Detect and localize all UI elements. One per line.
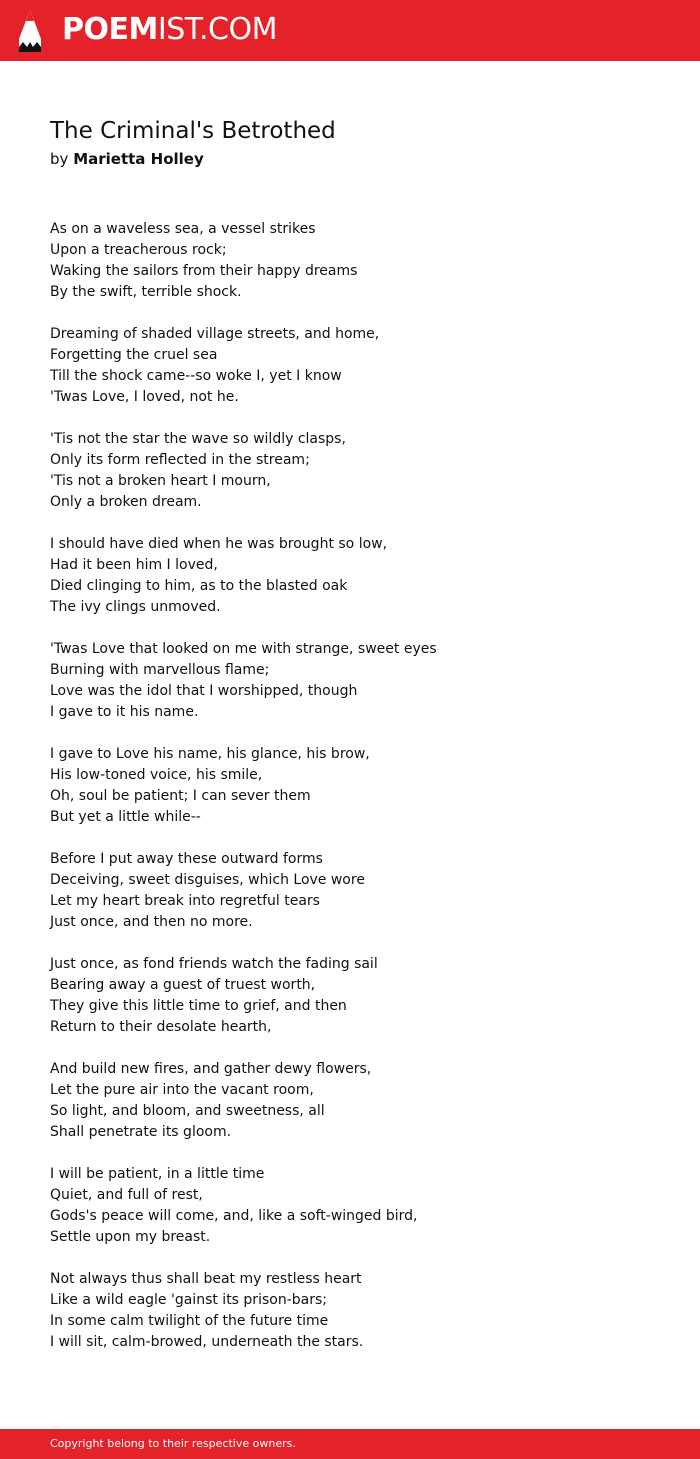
poem-line: I gave to Love his name, his glance, his brow, xyxy=(50,746,370,762)
poem-line: Just once, as fond friends watch the fading sail xyxy=(50,956,378,972)
poem-line: By the swift, terrible shock. xyxy=(50,284,242,300)
poem-line: 'Twas Love, I loved, not he. xyxy=(50,389,239,405)
poem-line: I gave to it his name. xyxy=(50,704,199,720)
poem-line: Till the shock came--so woke I, yet I know xyxy=(50,368,342,384)
stanza xyxy=(50,954,670,1038)
site-header xyxy=(0,0,700,61)
poem-author: Marietta Holley xyxy=(73,150,204,168)
poem-line: And build new fires, and gather dewy flowers, xyxy=(50,1061,372,1077)
logo-bold-text: POEM xyxy=(62,12,158,47)
poem-line: Only a broken dream. xyxy=(50,494,202,510)
poem-line: Let the pure air into the vacant room, xyxy=(50,1082,314,1098)
stanza xyxy=(50,1059,670,1143)
poem-line: Upon a treacherous rock; xyxy=(50,242,227,258)
poem-line: As on a waveless sea, a vessel strikes xyxy=(50,221,316,237)
stanza xyxy=(50,744,670,828)
stanza xyxy=(50,639,670,723)
stanza xyxy=(50,1164,670,1248)
poem-line: I will be patient, in a little time xyxy=(50,1166,265,1182)
poem-line: Only its form reflected in the stream; xyxy=(50,452,310,468)
poem-line: Shall penetrate its gloom. xyxy=(50,1124,232,1140)
poem-line: Forgetting the cruel sea xyxy=(50,347,218,363)
poem-line: Settle upon my breast. xyxy=(50,1229,211,1245)
byline xyxy=(50,149,204,169)
poem-line: Quiet, and full of rest, xyxy=(50,1187,203,1203)
poem-line: I will sit, calm-browed, underneath the stars. xyxy=(50,1334,364,1350)
poem-line: But yet a little while-- xyxy=(50,809,201,825)
stanza xyxy=(50,534,670,618)
logo-light-text: IST.COM xyxy=(157,12,277,47)
poem-line: 'Twas Love that looked on me with strange, sweet eyes xyxy=(50,641,437,657)
stanza xyxy=(50,849,670,933)
poem-line: Not always thus shall beat my restless heart xyxy=(50,1271,362,1287)
stanza xyxy=(50,324,670,408)
poem-line: Let my heart break into regretful tears xyxy=(50,893,320,909)
stanza xyxy=(50,1269,670,1353)
poem-line: Oh, soul be patient; I can sever them xyxy=(50,788,311,804)
poem-line: Dreaming of shaded village streets, and home, xyxy=(50,326,380,342)
poem-line: 'Tis not the star the wave so wildly clasps, xyxy=(50,431,346,447)
poem-title: The Criminal's Betrothed xyxy=(50,118,336,144)
poem-line: Deceiving, sweet disguises, which Love wore xyxy=(50,872,365,888)
poem-line: Had it been him I loved, xyxy=(50,557,218,573)
poem-body xyxy=(50,219,670,1374)
poem-line: So light, and bloom, and sweetness, all xyxy=(50,1103,325,1119)
poem-line: Bearing away a guest of truest worth, xyxy=(50,977,316,993)
poem-line: Just once, and then no more. xyxy=(50,914,253,930)
poem-line: In some calm twilight of the future time xyxy=(50,1313,329,1329)
stanza xyxy=(50,429,670,513)
poem-line: Return to their desolate hearth, xyxy=(50,1019,272,1035)
poem-line: They give this little time to grief, and then xyxy=(50,998,347,1014)
poem-line: The ivy clings unmoved. xyxy=(50,599,221,615)
by-label: by xyxy=(50,150,69,168)
poem-line: Gods's peace will come, and, like a soft-winged bird, xyxy=(50,1208,418,1224)
poem-line: Burning with marvellous flame; xyxy=(50,662,270,678)
poem-line: Waking the sailors from their happy dreams xyxy=(50,263,358,279)
poem-line: 'Tis not a broken heart I mourn, xyxy=(50,473,271,489)
poem-line: Before I put away these outward forms xyxy=(50,851,323,867)
poem-line: I should have died when he was brought so low, xyxy=(50,536,388,552)
copyright-notice: Copyright belong to their respective owners. xyxy=(50,1437,296,1450)
stanza xyxy=(50,219,670,303)
poem-line: Love was the idol that I worshipped, though xyxy=(50,683,358,699)
site-logo[interactable] xyxy=(62,12,277,48)
poem-line: Like a wild eagle 'gainst its prison-bars; xyxy=(50,1292,327,1308)
poem-line: Died clinging to him, as to the blasted oak xyxy=(50,578,348,594)
poem-line: His low-toned voice, his smile, xyxy=(50,767,263,783)
site-footer xyxy=(0,1429,700,1459)
pencil-tip-icon[interactable] xyxy=(17,9,43,53)
